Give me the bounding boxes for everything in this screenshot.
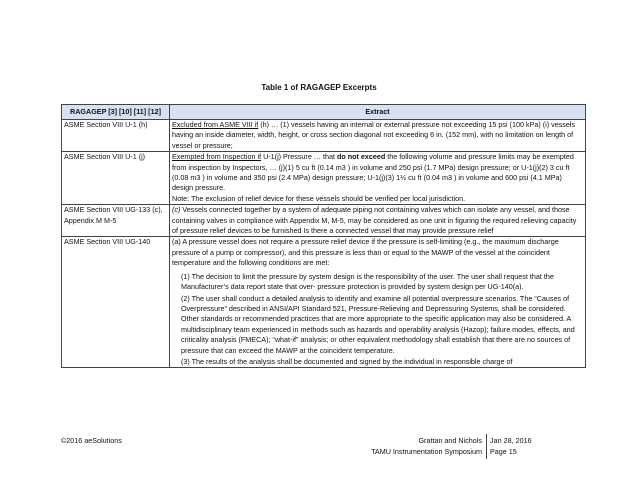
footer-date: Jan 28, 2016 — [490, 436, 532, 445]
extract-text: Vessels connected together by a system of adequate piping not containing valves which can isolate any vessel, and those containing valves in compliance with Appendix M, M-5, may be considered as one unit in figuring the required relieving capacity of pressure relief devices to be furnished Is there a connected vessel that may provide pressure relief — [172, 205, 577, 236]
extract-text: (h) … (1) vessels having an internal or external pressure not exceeding 15 psi (100 kPa) (i) vessels having an inside diameter, width, height, or cross section diagonal not exceeding 6 in. (152 mm), with no limitation on length of vessel or pressure; — [172, 120, 576, 150]
extract-italic-lead: (c) — [172, 205, 181, 215]
row-extract — [170, 205, 586, 237]
source-line: Appendix M M-5 — [64, 215, 117, 225]
table-row — [62, 237, 586, 368]
footer-page: Page 15 — [490, 446, 517, 456]
footer-event: TAMU Instrumentation Symposium — [371, 446, 482, 456]
row-source: ASME Section VIII U-1 (j) — [62, 152, 170, 205]
row-extract — [170, 237, 586, 368]
extract-link-text: Excluded from ASME VIII if — [172, 120, 259, 129]
table-row — [62, 152, 586, 205]
footer-copyright: ©2016 aeSolutions — [61, 436, 122, 445]
table-row — [62, 120, 586, 152]
table-caption: Table 1 of RAGAGEP Excerpts — [261, 83, 377, 92]
table-row — [62, 205, 586, 237]
row-extract — [170, 120, 586, 152]
extract-text: (a) A pressure vessel does not require a pressure relief device if the pressure is self-limiting (e.g., the maximum discharge pressure of a pump or compressor), and this pressure is less than or equal to the MAWP of the vessel at the coincident temperature and the following conditions are met: — [172, 237, 559, 268]
header-ragagep: RAGAGEP [3] [10] [11] [12] — [62, 105, 170, 120]
row-source — [62, 205, 170, 237]
extract-item: (1) The decision to limit the pressure by system design is the responsibility of the user. The user shall request that the Manufacturer’s data report state that over- pressure protection is provided by system design per UG-140(a). — [181, 271, 554, 292]
extract-item: (2) The user shall conduct a detailed analysis to identify and examine all potential overpressure scenarios. The “Causes of Overpressure” described in ANSI/API Standard 521, Pressure-Relieving and Depressuring Systems, shall be considered. Other standards or recommended practices that are more appropriate to the specific application may also be considered. A multidisciplinary team experienced in methods such as hazards and operability analysis (Hazop); failure modes, effects, and criticality analysis (FMECA); “what-if” analysis; or other equivalent methodology shall establish that there are no sources of pressure that can exceed the MAWP at the coincident temperature. — [181, 293, 575, 355]
extract-link-text: Exempted from Inspection if — [172, 152, 262, 162]
extract-item: (3) The results of the analysis shall be documented and signed by the individual in responsible charge of — [181, 356, 513, 366]
extract-text: the following volume and pressure limits may be exempted from inspection by Inspectors, … (j)(1) 5 cu ft (0.14 m3 ) in volume and 250 psi (1.7 MPa) design pressure; or U-1(j)(2) 3 cu ft (0.08 m3 ) in volume and 350 psi (2.4 MPa) design pressure; U-1(j)(3) 1½ cu ft (0.04 m3 ) in volume and 600 psi (4.1 MPa) design pressure. — [172, 152, 574, 193]
footer-authors: Grattan and Nichols — [418, 436, 482, 445]
extract-text: U-1(j) Pressure … that — [261, 152, 337, 162]
row-source: ASME Section VIII UG-140 — [62, 237, 170, 368]
extract-note: Note: The exclusion of relief device for these vessels should be verified per local jurisdiction. — [172, 193, 466, 203]
table-header-row — [62, 105, 586, 120]
footer-date-block — [490, 436, 532, 457]
header-extract: Extract — [170, 105, 586, 120]
extract-bold-text: do not exceed — [336, 152, 386, 162]
footer-authors-block — [371, 436, 482, 457]
row-source: ASME Section VIII U-1 (h) — [62, 120, 170, 152]
footer-divider — [486, 434, 487, 459]
ragagep-table — [61, 104, 586, 368]
source-line: ASME Section VIII UG-133 (c), — [64, 205, 163, 215]
row-extract — [170, 152, 586, 205]
